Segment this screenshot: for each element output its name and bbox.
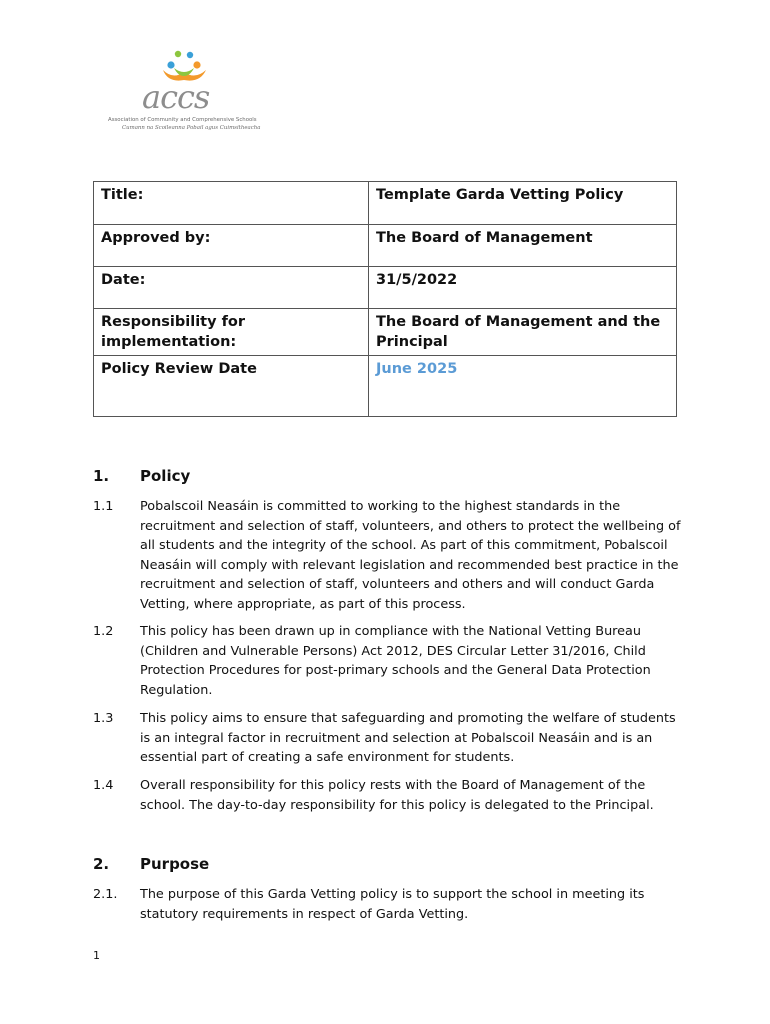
section-title: Purpose	[140, 855, 210, 873]
accs-logo	[108, 50, 263, 138]
review-date-label: Policy Review Date	[94, 356, 369, 417]
table-row	[94, 309, 677, 356]
table-row	[94, 267, 677, 309]
review-date-value: June 2025	[369, 356, 677, 417]
logo-subtitle-english: Association of Community and Comprehensive Schools	[108, 117, 257, 123]
section-number: 2.	[93, 855, 110, 873]
section-number: 1.	[93, 467, 110, 485]
title-value: Template Garda Vetting Policy	[369, 182, 677, 225]
approved-by-label: Approved by:	[94, 225, 369, 267]
table-row	[94, 225, 677, 267]
date-label: Date:	[94, 267, 369, 309]
logo-wordmark: accs	[142, 78, 210, 116]
paragraph-text: This policy aims to ensure that safeguarding and promoting the welfare of students is an integral factor in recruitment and selection at Pobalscoil Neasáin and is an essential part of creating a safe environment for students.	[140, 711, 676, 765]
paragraph-number: 1.4	[93, 778, 114, 793]
responsibility-label: Responsibility for implementation:	[94, 309, 369, 356]
policy-metadata-table	[93, 181, 677, 417]
responsibility-value: The Board of Management and the Principal	[369, 309, 677, 356]
date-value: 31/5/2022	[369, 267, 677, 309]
paragraph-text: The purpose of this Garda Vetting policy is to support the school in meeting its statutory requirements in respect of Garda Vetting.	[140, 887, 645, 922]
table-row	[94, 182, 677, 225]
title-label: Title:	[94, 182, 369, 225]
page-number: 1	[93, 949, 100, 962]
logo-subtitle-irish: Cumann na Scoileanna Pobail agus Cuimsitheacha	[122, 125, 261, 131]
paragraph-text: Pobalscoil Neasáin is committed to working to the highest standards in the recruitment and selection of staff, volunteers, and others to protect the wellbeing of all students and the integrity of the school. As part of this commitment, Pobalscoil Neasáin will comply with relevant legislation and recommended best practice in the recruitment and selection of staff, volunteers and others and will conduct Garda Vetting, where appropriate, as part of this process.	[140, 499, 681, 612]
paragraph-number: 2.1.	[93, 887, 118, 902]
paragraph-text: Overall responsibility for this policy rests with the Board of Management of the school. The day-to-day responsibility for this policy is delegated to the Principal.	[140, 778, 654, 813]
approved-by-value: The Board of Management	[369, 225, 677, 267]
paragraph-number: 1.3	[93, 711, 114, 726]
paragraph-text: This policy has been drawn up in compliance with the National Vetting Bureau (Children and Vulnerable Persons) Act 2012, DES Circular Letter 31/2016, Child Protection Procedures for post-primary schools and the General Data Protection Regulation.	[140, 624, 651, 698]
table-row	[94, 356, 677, 417]
paragraph-number: 1.1	[93, 499, 114, 514]
paragraph-number: 1.2	[93, 624, 114, 639]
section-title: Policy	[140, 467, 191, 485]
